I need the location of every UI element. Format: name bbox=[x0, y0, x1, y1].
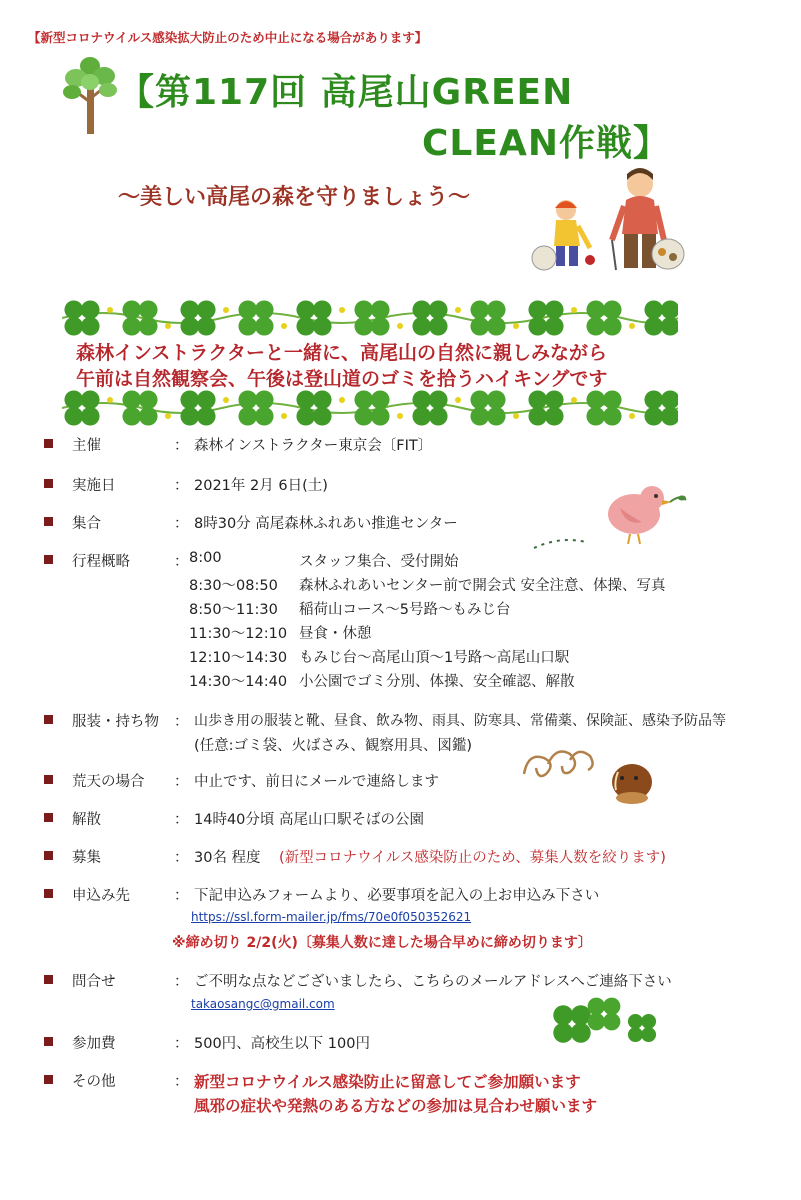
clover-leaf bbox=[603, 390, 622, 409]
bird-illustration bbox=[530, 482, 690, 554]
yellow-dot bbox=[513, 413, 519, 419]
clover-leaf bbox=[586, 317, 605, 336]
clover-leaf bbox=[429, 407, 448, 426]
bullet-icon bbox=[44, 1075, 53, 1084]
clover-leaf bbox=[139, 390, 158, 409]
yellow-dot bbox=[571, 307, 577, 313]
clover-leaf bbox=[603, 300, 622, 319]
clover-leaf bbox=[180, 300, 199, 319]
event-subtitle: ～美しい高尾の森を守りましょう～ bbox=[118, 185, 471, 210]
application-form-link[interactable]: https://ssl.form-mailer.jp/fms/70e0f050352621 bbox=[191, 910, 472, 924]
yellow-dot bbox=[397, 323, 403, 329]
yellow-dot bbox=[107, 307, 113, 313]
clover-border-bottom bbox=[62, 388, 678, 428]
bullet-icon bbox=[44, 851, 53, 860]
bullet-icon bbox=[44, 517, 53, 526]
clover-leaf bbox=[628, 1027, 643, 1042]
contact-email-link[interactable]: takaosangc@gmail.com bbox=[191, 997, 335, 1011]
clover-leaf bbox=[296, 390, 315, 409]
clover-leaf bbox=[64, 300, 83, 319]
clover-leaf bbox=[238, 407, 257, 426]
clover-leaf bbox=[238, 317, 257, 336]
clover-leaf bbox=[296, 300, 315, 319]
clover-leaf bbox=[628, 1014, 643, 1029]
clover-leaf bbox=[470, 317, 489, 336]
bullet-icon bbox=[44, 813, 53, 822]
clover-leaf bbox=[255, 407, 274, 426]
yellow-dot bbox=[455, 307, 461, 313]
clover-leaf bbox=[139, 317, 158, 336]
clover-leaf bbox=[641, 1027, 656, 1042]
clover-leaf bbox=[487, 300, 506, 319]
clover-leaf bbox=[255, 300, 274, 319]
clover-leaf bbox=[64, 407, 83, 426]
clover-leaf bbox=[603, 998, 620, 1015]
clover-leaf bbox=[313, 317, 332, 336]
clover-leaf bbox=[412, 407, 431, 426]
clover-leaf bbox=[588, 998, 605, 1015]
clover-leaf bbox=[371, 317, 390, 336]
clover-leaf bbox=[644, 300, 663, 319]
bullet-icon bbox=[44, 1037, 53, 1046]
yellow-dot bbox=[223, 307, 229, 313]
clover-leaf bbox=[180, 390, 199, 409]
bullet-icon bbox=[44, 555, 53, 564]
clover-leaf bbox=[661, 317, 678, 336]
clover-leaf bbox=[586, 300, 605, 319]
clover-leaf bbox=[528, 407, 547, 426]
clover-leaf bbox=[545, 317, 564, 336]
clover-leaf bbox=[528, 390, 547, 409]
clover-leaf bbox=[122, 317, 141, 336]
yellow-dot bbox=[455, 397, 461, 403]
clover-leaf bbox=[487, 390, 506, 409]
clover-leaf bbox=[487, 317, 506, 336]
clover-leaf bbox=[528, 300, 547, 319]
clover-leaf bbox=[661, 407, 678, 426]
clover-leaf bbox=[81, 407, 100, 426]
yellow-dot bbox=[281, 323, 287, 329]
clover-leaf bbox=[238, 300, 257, 319]
clover-leaf bbox=[139, 300, 158, 319]
clover-leaf bbox=[545, 300, 564, 319]
tagline-line1: 森林インストラクターと一緒に、高尾山の自然に親しみながら bbox=[76, 342, 608, 364]
clover-leaf bbox=[545, 390, 564, 409]
yellow-dot bbox=[513, 323, 519, 329]
clover-leaf bbox=[571, 1023, 591, 1043]
clover-leaf bbox=[644, 407, 663, 426]
clover-leaf bbox=[641, 1014, 656, 1029]
clover-leaf bbox=[64, 390, 83, 409]
yellow-dot bbox=[629, 413, 635, 419]
clover-leaf bbox=[470, 300, 489, 319]
event-title-line2: CLEAN作戦】 bbox=[422, 123, 670, 164]
clover-leaf bbox=[603, 1013, 620, 1030]
clover-leaf bbox=[487, 407, 506, 426]
clover-leaf bbox=[197, 407, 216, 426]
spiral-acorn-illustration bbox=[518, 738, 668, 808]
clover-leaf bbox=[429, 300, 448, 319]
clover-leaf bbox=[313, 390, 332, 409]
clover-leaf bbox=[354, 407, 373, 426]
clover-leaf bbox=[661, 390, 678, 409]
clover-leaf bbox=[197, 300, 216, 319]
clover-leaf bbox=[553, 1005, 573, 1025]
clover-leaf bbox=[197, 317, 216, 336]
clover-leaf bbox=[180, 407, 199, 426]
clover-leaf bbox=[412, 390, 431, 409]
clover-leaf bbox=[545, 407, 564, 426]
yellow-dot bbox=[571, 397, 577, 403]
yellow-dot bbox=[165, 323, 171, 329]
clover-leaf bbox=[122, 407, 141, 426]
deadline-notice: ※締め切り 2/2(火)〔募集人数に達した場合早めに締め切ります〕 bbox=[172, 935, 592, 951]
clover-leaf bbox=[139, 407, 158, 426]
bullet-icon bbox=[44, 775, 53, 784]
bullet-icon bbox=[44, 889, 53, 898]
clover-cluster-illustration bbox=[552, 996, 662, 1046]
people-picking-litter-illustration bbox=[528, 162, 688, 280]
yellow-dot bbox=[281, 413, 287, 419]
clover-leaf bbox=[81, 317, 100, 336]
yellow-dot bbox=[397, 413, 403, 419]
clover-leaf bbox=[586, 407, 605, 426]
clover-leaf bbox=[122, 300, 141, 319]
clover-leaf bbox=[197, 390, 216, 409]
clover-leaf bbox=[354, 300, 373, 319]
clover-leaf bbox=[255, 317, 274, 336]
clover-leaf bbox=[412, 317, 431, 336]
tree-illustration bbox=[62, 52, 118, 136]
clover-leaf bbox=[371, 300, 390, 319]
yellow-dot bbox=[339, 307, 345, 313]
clover-leaf bbox=[528, 317, 547, 336]
clover-leaf bbox=[470, 407, 489, 426]
bullet-icon bbox=[44, 975, 53, 984]
clover-leaf bbox=[313, 407, 332, 426]
clover-leaf bbox=[661, 300, 678, 319]
clover-leaf bbox=[255, 390, 274, 409]
clover-leaf bbox=[371, 390, 390, 409]
clover-leaf bbox=[603, 407, 622, 426]
bullet-icon bbox=[44, 715, 53, 724]
clover-leaf bbox=[354, 317, 373, 336]
clover-border-top bbox=[62, 298, 678, 338]
clover-leaf bbox=[588, 1013, 605, 1030]
clover-leaf bbox=[296, 407, 315, 426]
event-title-line1: 【第117回 高尾山GREEN bbox=[118, 72, 574, 113]
yellow-dot bbox=[629, 323, 635, 329]
clover-leaf bbox=[122, 390, 141, 409]
clover-leaf bbox=[354, 390, 373, 409]
clover-leaf bbox=[470, 390, 489, 409]
clover-leaf bbox=[644, 317, 663, 336]
clover-leaf bbox=[81, 390, 100, 409]
clover-leaf bbox=[553, 1023, 573, 1043]
tagline-line2: 午前は自然観察会、午後は登山道のゴミを拾うハイキングです bbox=[76, 368, 608, 390]
bullet-icon bbox=[44, 479, 53, 488]
clover-leaf bbox=[644, 390, 663, 409]
clover-leaf bbox=[81, 300, 100, 319]
yellow-dot bbox=[165, 413, 171, 419]
clover-leaf bbox=[371, 407, 390, 426]
yellow-dot bbox=[223, 397, 229, 403]
clover-leaf bbox=[180, 317, 199, 336]
yellow-dot bbox=[107, 397, 113, 403]
clover-leaf bbox=[64, 317, 83, 336]
bullet-icon bbox=[44, 439, 53, 448]
cancellation-notice: 【新型コロナウイルス感染拡大防止のため中止になる場合があります】 bbox=[28, 30, 428, 45]
clover-leaf bbox=[412, 300, 431, 319]
clover-leaf bbox=[586, 390, 605, 409]
clover-leaf bbox=[238, 390, 257, 409]
yellow-dot bbox=[339, 397, 345, 403]
clover-leaf bbox=[603, 317, 622, 336]
clover-leaf bbox=[429, 390, 448, 409]
clover-leaf bbox=[313, 300, 332, 319]
clover-leaf bbox=[429, 317, 448, 336]
clover-leaf bbox=[296, 317, 315, 336]
